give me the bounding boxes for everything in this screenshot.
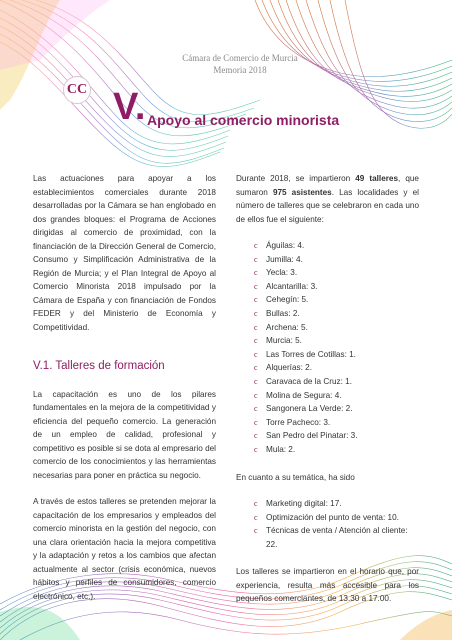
bullet-icon: c <box>254 499 258 508</box>
locality-item <box>254 239 419 253</box>
locality-item <box>254 307 419 321</box>
section-number: V. <box>113 86 146 128</box>
attendees-count: 975 asistentes <box>272 187 332 197</box>
topics-list <box>236 497 419 551</box>
bullet-icon: c <box>254 376 258 386</box>
locality-item <box>254 361 419 375</box>
chamber-logo <box>63 76 91 104</box>
workshops-summary-paragraph <box>236 172 419 226</box>
bullet-icon: c <box>254 322 258 332</box>
logo-letters: CC <box>66 82 88 97</box>
summary-text: . Las localidades y el número de talleres que se celebraron en cada uno de ellos fue el siguiente: <box>236 187 419 224</box>
locality-item-text: Mula: 2. <box>266 444 296 454</box>
locality-item <box>254 402 419 416</box>
bullet-icon: c <box>254 268 258 278</box>
page-header <box>140 52 340 76</box>
intro-paragraph: Las actuaciones para apoyar a los establecimientos comerciales durante 2018 desarrolladas por la Cámara se han englobado en dos grandes bloques: el Programa de Acciones dirigidas al comercio de proximidad, con la financiación de la Dirección General de Comercio, Consumo y Simplificación Administrativa de la Región de Murcia; y el Plan Integral de Apoyo al Comercio Minorista 2018 impulsado por la Cámara de España y con financiación de Fondos FEDER y del Ministerio de Economía y Competitividad. <box>33 174 216 332</box>
locality-item <box>254 429 419 443</box>
locality-item-text: Caravaca de la Cruz: 1. <box>266 376 353 386</box>
localities-list <box>236 239 419 457</box>
subsection-heading: V.1. Talleres de formación <box>33 360 165 372</box>
topic-item <box>254 497 419 511</box>
bullet-icon: c <box>254 444 258 454</box>
right-column <box>236 172 419 619</box>
locality-item <box>254 321 419 335</box>
topic-item-text: Marketing digital: 17. <box>266 499 342 508</box>
bullet-icon: c <box>254 390 258 400</box>
topic-item <box>254 524 419 551</box>
bullet-icon: c <box>254 295 258 305</box>
left-column <box>33 172 216 616</box>
locality-item-text: Cehegín: 5. <box>266 295 309 305</box>
locality-item-text: Las Torres de Cotillas: 1. <box>266 349 356 359</box>
topics-intro: En cuanto a su temática, ha sido <box>236 472 355 482</box>
locality-item <box>254 389 419 403</box>
locality-item-text: Sangonera La Verde: 2. <box>266 404 353 414</box>
bullet-icon: c <box>254 336 258 346</box>
locality-item <box>254 416 419 430</box>
locality-item <box>254 443 419 457</box>
topic-item-text: Optimización del punto de venta: 10. <box>266 512 399 522</box>
summary-text: , que sumaron <box>236 174 419 197</box>
bullet-icon: c <box>254 404 258 414</box>
locality-item-text: Molina de Segura: 4. <box>266 390 342 400</box>
bullet-icon: c <box>254 363 258 373</box>
header-organization: Cámara de Comercio de Murcia <box>182 53 298 63</box>
locality-item-text: Bullas: 2. <box>266 308 300 318</box>
schedule-paragraph: Los talleres se impartieron en el horario que, por experiencia, resulta más accesible para los pequeños comerciantes, de 13.30 a 17.00. <box>236 567 419 604</box>
bullet-icon: c <box>254 349 258 359</box>
header-report: Memoria 2018 <box>213 65 267 75</box>
locality-item <box>254 253 419 267</box>
locality-item-text: Torre Pacheco: 3. <box>266 417 331 427</box>
workshops-goal-paragraph: A través de estos talleres se pretenden mejorar la capacitación de los empresarios y empleados del comercio minorista en la gestión del negocio, con una clara orientación hacia la mejora competitiva y la adaptación y retos a los cambios que afectan actualmente al sector (crisis económica, nuevos hábitos y perfiles de consumidores, comercio electrónico, etc.). <box>33 497 216 601</box>
section-title: Apoyo al comercio minorista <box>147 112 340 128</box>
workshops-count: 49 talleres <box>355 174 399 183</box>
locality-item <box>254 375 419 389</box>
bullet-icon: c <box>254 431 258 441</box>
summary-text: Durante 2018, se impartieron <box>236 174 356 183</box>
locality-item <box>254 348 419 362</box>
topic-item <box>254 511 419 525</box>
topic-item-text: Técnicas de venta / Atención al cliente: 22. <box>266 526 408 549</box>
bullet-icon: c <box>254 417 258 427</box>
top-left-wave <box>0 0 260 167</box>
bullet-icon: c <box>254 241 258 250</box>
locality-item-text: Jumilla: 4. <box>266 254 303 264</box>
bullet-icon: c <box>254 308 258 318</box>
bullet-icon: c <box>254 526 258 536</box>
locality-item-text: Alquerías: 2. <box>266 363 312 373</box>
locality-item-text: Alcantarilla: 3. <box>266 281 318 291</box>
bullet-icon: c <box>254 512 258 522</box>
bullet-icon: c <box>254 281 258 291</box>
locality-item-text: Águilas: 4. <box>266 241 305 250</box>
locality-item-text: Yecla: 3. <box>266 268 298 278</box>
locality-item <box>254 266 419 280</box>
locality-item <box>254 334 419 348</box>
locality-item-text: Murcia: 5. <box>266 336 302 346</box>
locality-item <box>254 293 419 307</box>
capacitation-paragraph: La capacitación es uno de los pilares fundamentales en la mejora de la competitividad y eficiencia del pequeño comercio. La generación de un empleo de calidad, profesional y competitivo es posible si se dota al empresario del comercio de los conocimientos y las herramientas necesarias para poner en práctica su negocio. <box>33 389 216 480</box>
locality-item-text: San Pedro del Pinatar: 3. <box>266 431 358 441</box>
locality-item-text: Archena: 5. <box>266 322 308 332</box>
locality-item <box>254 280 419 294</box>
bullet-icon: c <box>254 254 258 264</box>
